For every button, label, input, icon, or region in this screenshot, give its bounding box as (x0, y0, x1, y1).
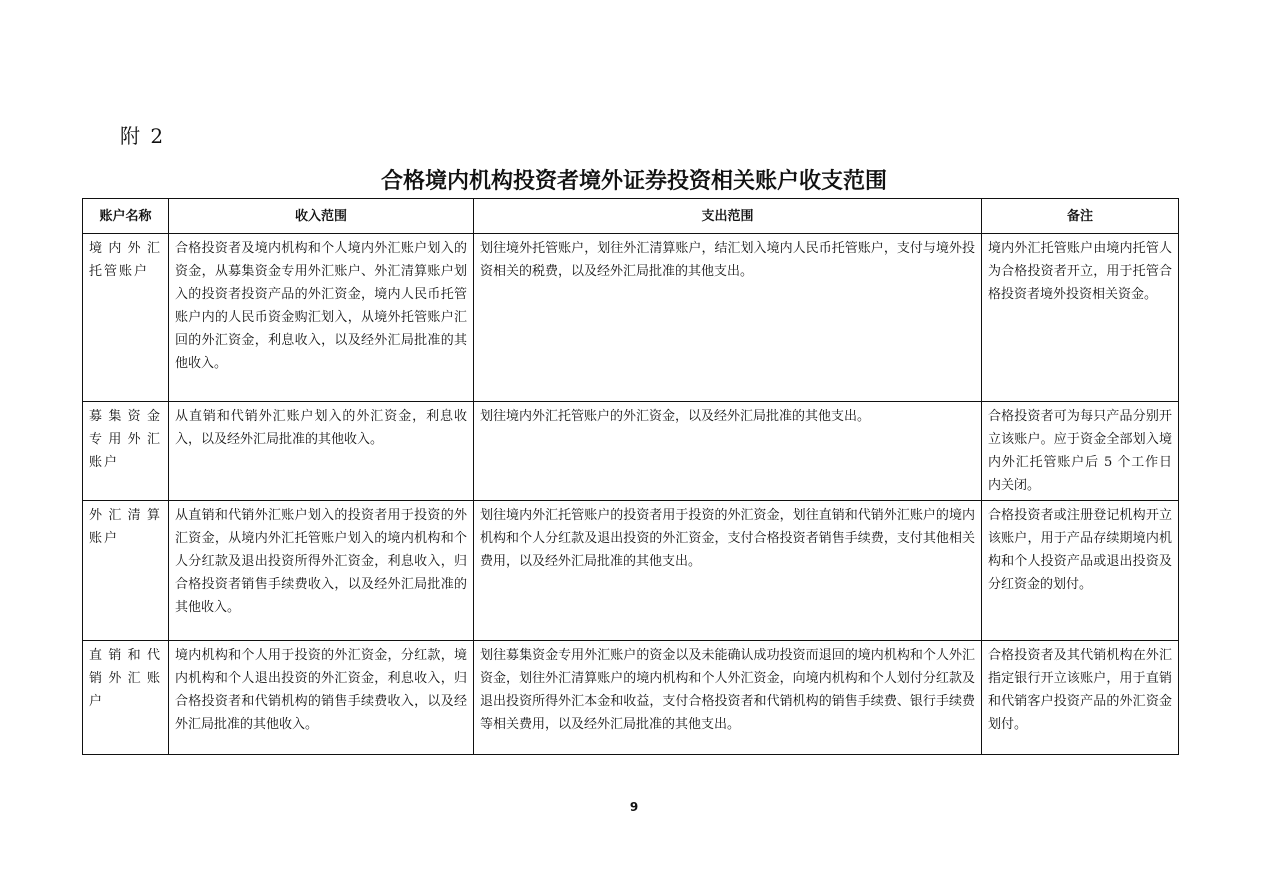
appendix-label: 附 2 (120, 124, 166, 148)
note-cell: 合格投资者可为每只产品分别开立该账户。应于资金全部划入境内外汇托管账户后 5 个工作日内关闭。 (982, 402, 1179, 501)
account-name-cell: 直销和代销外汇账户 (83, 641, 169, 755)
account-name-cell: 境内外汇托管账户 (83, 234, 169, 402)
expense-cell: 划往境内外汇托管账户的外汇资金，以及经外汇局批准的其他支出。 (474, 402, 982, 501)
income-cell: 合格投资者及境内机构和个人境内外汇账户划入的资金，从募集资金专用外汇账户、外汇清算账户划入的投资者投资产品的外汇资金，境内人民币托管账户内的人民币资金购汇划入，从境外托管账户汇回的外汇资金，利息收入，以及经外汇局批准的其他收入。 (169, 234, 474, 402)
table-row (83, 402, 1179, 501)
account-name-cell: 募集资金专用外汇账户 (83, 402, 169, 501)
income-cell: 从直销和代销外汇账户划入的外汇资金，利息收入，以及经外汇局批准的其他收入。 (169, 402, 474, 501)
note-cell: 合格投资者及其代销机构在外汇指定银行开立该账户，用于直销和代销客户投资产品的外汇资金划付。 (982, 641, 1179, 755)
note-cell: 境内外汇托管账户由境内托管人为合格投资者开立，用于托管合格投资者境外投资相关资金。 (982, 234, 1179, 402)
header-note: 备注 (982, 199, 1179, 234)
note-cell: 合格投资者或注册登记机构开立该账户，用于产品存续期境内机构和个人投资产品或退出投资及分红资金的划付。 (982, 501, 1179, 641)
expense-cell: 划往募集资金专用外汇账户的资金以及未能确认成功投资而退回的境内机构和个人外汇资金，划往外汇清算账户的境内机构和个人外汇资金，向境内机构和个人划付分红款及退出投资所得外汇本金和收益，支付合格投资者和代销机构的销售手续费、银行手续费等相关费用，以及经外汇局批准的其他支出。 (474, 641, 982, 755)
table-row (83, 641, 1179, 755)
account-scope-table (82, 198, 1179, 755)
page-number: 9 (629, 800, 639, 814)
table-row (83, 501, 1179, 641)
header-income-scope: 收入范围 (169, 199, 474, 234)
income-cell: 从直销和代销外汇账户划入的投资者用于投资的外汇资金，从境内外汇托管账户划入的境内机构和个人分红款及退出投资所得外汇资金，利息收入，归合格投资者销售手续费收入，以及经外汇局批准的其他收入。 (169, 501, 474, 641)
expense-cell: 划往境内外汇托管账户的投资者用于投资的外汇资金，划往直销和代销外汇账户的境内机构和个人分红款及退出投资的外汇资金，支付合格投资者销售手续费，支付其他相关费用，以及经外汇局批准的其他支出。 (474, 501, 982, 641)
header-expense-scope: 支出范围 (474, 199, 982, 234)
table-row (83, 234, 1179, 402)
table-header-row (83, 199, 1179, 234)
header-account-name: 账户名称 (83, 199, 169, 234)
document-title: 合格境内机构投资者境外证券投资相关账户收支范围 (380, 169, 887, 194)
income-cell: 境内机构和个人用于投资的外汇资金，分红款，境内机构和个人退出投资的外汇资金，利息收入，归合格投资者和代销机构的销售手续费收入，以及经外汇局批准的其他收入。 (169, 641, 474, 755)
expense-cell: 划往境外托管账户，划往外汇清算账户，结汇划入境内人民币托管账户，支付与境外投资相关的税费，以及经外汇局批准的其他支出。 (474, 234, 982, 402)
account-name-cell: 外汇清算账户 (83, 501, 169, 641)
